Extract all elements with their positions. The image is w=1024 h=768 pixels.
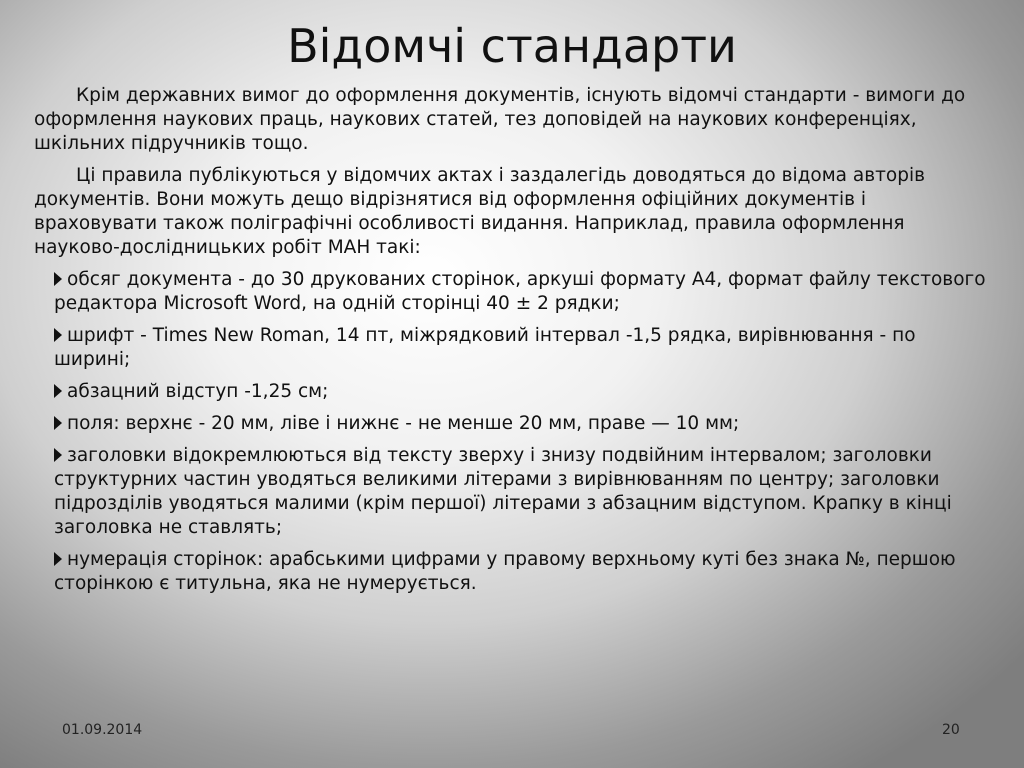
requirements-list — [34, 268, 994, 596]
slide-title: Відомчі стандарти — [287, 19, 737, 73]
intro-paragraph: Крім державних вимог до оформлення документів, існують відомчі стандарти - вимоги до оформлення наукових праць, наукових статей, тез доповідей на наукових конференціях, шкільних підручників тощо. — [34, 85, 966, 154]
list-item — [54, 324, 994, 372]
list-item-text: нумерація сторінок: арабськими цифрами у правому верхньому куті без знака №, першою сторінкою є титульна, яка не нумерується. — [54, 549, 956, 594]
footer-date: 01.09.2014 — [62, 722, 143, 738]
rules-paragraph: Ці правила публікуються у відомчих актах і заздалегідь доводяться до відома авторів документів. Вони можуть дещо відрізнятися від оформлення офіційних документів і враховувати також поліграфічні особливості видання. Наприклад, правила оформлення науково-дослідницьких робіт МАН такі: — [34, 165, 926, 258]
triangle-right-icon — [54, 328, 62, 342]
list-item-text: заголовки відокремлюються від тексту зверху і знизу подвійним інтервалом; заголовки структурних частин уводяться великими літерами з вирівнюванням по центру; заголовки підрозділів уводяться малими (крім першої) літерами з абзацним відступом. Крапку в кінці заголовка не ставлять; — [54, 445, 952, 538]
triangle-right-icon — [54, 384, 62, 398]
slide-body — [34, 84, 994, 604]
triangle-right-icon — [54, 272, 62, 286]
triangle-right-icon — [54, 552, 62, 566]
list-item — [54, 548, 994, 596]
list-item — [54, 268, 994, 316]
list-item — [54, 412, 994, 436]
triangle-right-icon — [54, 416, 62, 430]
list-item-text: поля: верхнє - 20 мм, ліве і нижнє - не менше 20 мм, праве — 10 мм; — [67, 413, 740, 434]
page-number: 20 — [942, 722, 960, 738]
list-item — [54, 444, 994, 540]
list-item-text: обсяг документа - до 30 друкованих сторінок, аркуші формату А4, формат файлу текстового редактора Microsoft Word, на одній сторінці 40 ± 2 рядки; — [54, 269, 986, 314]
list-item — [54, 380, 994, 404]
list-item-text: шрифт - Times New Roman, 14 пт, міжрядковий інтервал -1,5 рядка, вирівнювання - по ширині; — [54, 325, 916, 370]
list-item-text: абзацний відступ -1,25 см; — [67, 381, 329, 402]
triangle-right-icon — [54, 448, 62, 462]
